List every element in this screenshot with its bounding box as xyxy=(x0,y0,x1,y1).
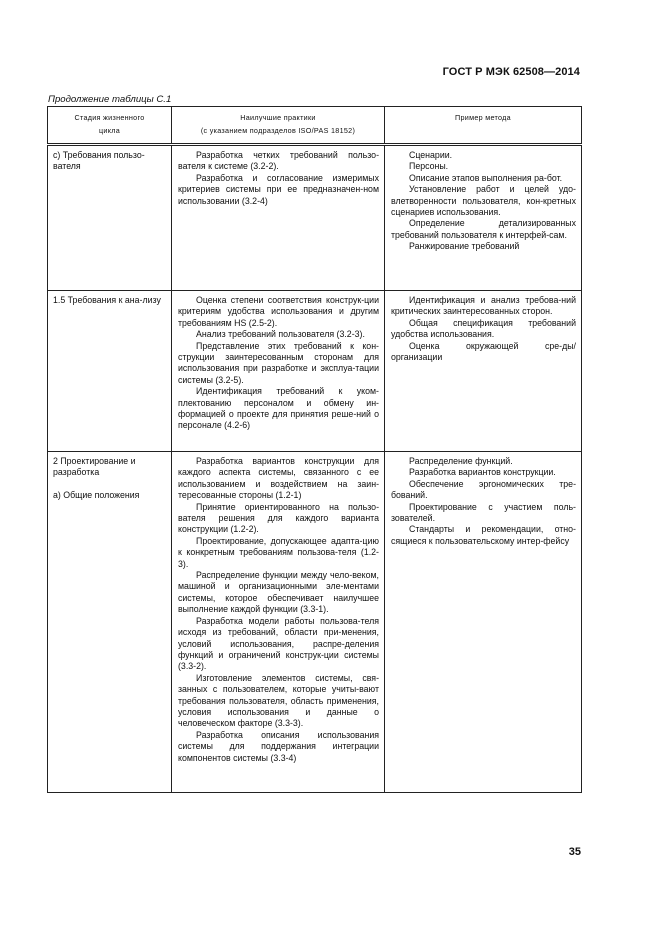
stage-text: с) Требования пользо-вателя xyxy=(53,150,145,172)
table-header-row xyxy=(48,107,582,145)
methods-cell xyxy=(385,291,582,452)
method-item: Сценарии. xyxy=(409,150,453,160)
methods-cell xyxy=(385,145,582,291)
header-practices xyxy=(172,107,385,145)
header-stage-line: Стадия жизненного xyxy=(74,113,145,122)
practices-table xyxy=(47,106,582,793)
practice-item: Принятие ориентированного на пользо-вателя решения для каждого варианта конструкции (1.2-2). xyxy=(178,501,379,535)
stage-subtext: а) Общие положения xyxy=(53,489,140,500)
method-item: Проектирование с участием поль-зователей. xyxy=(391,501,576,524)
practice-item: Распределение функции между чело-веком, машиной и организационными эле-ментами системы, которое обеспечивает наилучшее выполнение каждой функции (3.3-1). xyxy=(178,570,379,615)
standard-header: ГОСТ Р МЭК 62508—2014 xyxy=(442,66,580,78)
table-row xyxy=(48,452,582,793)
practice-item: Разработка модели работы пользова-теля исходя из требований, области при-менения, условий использования, распре-деления функций и ограничений конструк-ции системы (3.3-2). xyxy=(178,615,379,672)
method-item: Персоны. xyxy=(409,161,449,172)
table-row xyxy=(48,145,582,291)
practice-item: Идентификация требований к уком-плектованию персоналом и обмену ин-формацией о проекте для принятия реше-ний о персонале (4.2-6) xyxy=(178,386,379,431)
stage-cell xyxy=(48,452,172,793)
header-stage xyxy=(48,107,172,145)
table-row xyxy=(48,291,582,452)
practices-cell xyxy=(172,145,385,291)
method-item: Распределение функций. xyxy=(409,456,513,466)
practice-item: Разработка четких требований пользо-вателя к системе (3.2-2). xyxy=(178,150,379,172)
method-item: Оценка окружающей сре-ды/организации xyxy=(391,340,576,363)
practice-item: Анализ требований пользователя (3.2-3). xyxy=(196,329,365,340)
method-item: Стандарты и рекомендации, отно-сящиеся к пользовательскому интер-фейсу xyxy=(391,524,576,546)
header-practices-line: (с указанием подразделов ISO/PAS 18152) xyxy=(200,126,356,135)
header-practices-line: Наилучшие практики xyxy=(240,113,316,122)
practices-cell xyxy=(172,291,385,452)
practice-item: Разработка и согласование измеримых критериев системы при ее предназначен-ном использовании (3.2-4) xyxy=(178,172,379,206)
page-number: 35 xyxy=(568,846,581,858)
stage-text: 2 Проектирование и разработка xyxy=(53,456,136,478)
header-method xyxy=(385,107,582,145)
method-item: Ранжирование требований xyxy=(409,241,520,252)
method-item: Установление работ и целей удо-влетворенности пользователя, кон-кретных сценариев использования. xyxy=(391,184,576,218)
method-item: Общая спецификация требований удобства использования. xyxy=(391,317,576,340)
method-item: Определение детализированных требований пользователя к интерфей-сам. xyxy=(391,218,576,240)
practices-cell xyxy=(172,452,385,793)
practice-item: Проектирование, допускающее адапта-цию к конкретным требованиям пользова-теля (1.2-3). xyxy=(178,535,379,569)
practice-item: Представление этих требований к кон-струкции заинтересованным сторонам для использования при разработке и эксплуа-тации системы (3.2-5). xyxy=(178,340,379,385)
methods-cell xyxy=(385,452,582,793)
method-item: Идентификация и анализ требова-ний критических заинтересованных сторон. xyxy=(391,295,576,317)
method-item: Описание этапов выполнения ра-бот. xyxy=(409,172,563,183)
practice-item: Изготовление элементов системы, свя-занных с пользователем, которые учиты-вают требования пользователя, область применения, условия использования и данные о человеческом факторе (3.3-3). xyxy=(178,672,379,729)
method-item: Разработка вариантов конструкции. xyxy=(409,467,556,478)
stage-cell xyxy=(48,291,172,452)
practice-item: Разработка описания использования системы для поддержания интеграции компонентов системы (3.3-4) xyxy=(178,729,379,763)
header-method-line: Пример метода xyxy=(455,113,511,122)
header-stage-line: цикла xyxy=(98,126,121,135)
stage-cell xyxy=(48,145,172,291)
method-item: Обеспечение эргономических тре-бований. xyxy=(391,478,576,501)
table-caption: Продолжение таблицы С.1 xyxy=(48,94,172,105)
practice-item: Разработка вариантов конструкции для каждого аспекта системы, связанного с ее использованием и воздействием на заин-тересованные стороны (1.2-1) xyxy=(178,456,379,501)
stage-text: 1.5 Требования к ана-лизу xyxy=(53,295,161,305)
practice-item: Оценка степени соответствия конструк-ции критериям удобства использования и другим требованиям HS (2.5-2). xyxy=(178,295,379,328)
